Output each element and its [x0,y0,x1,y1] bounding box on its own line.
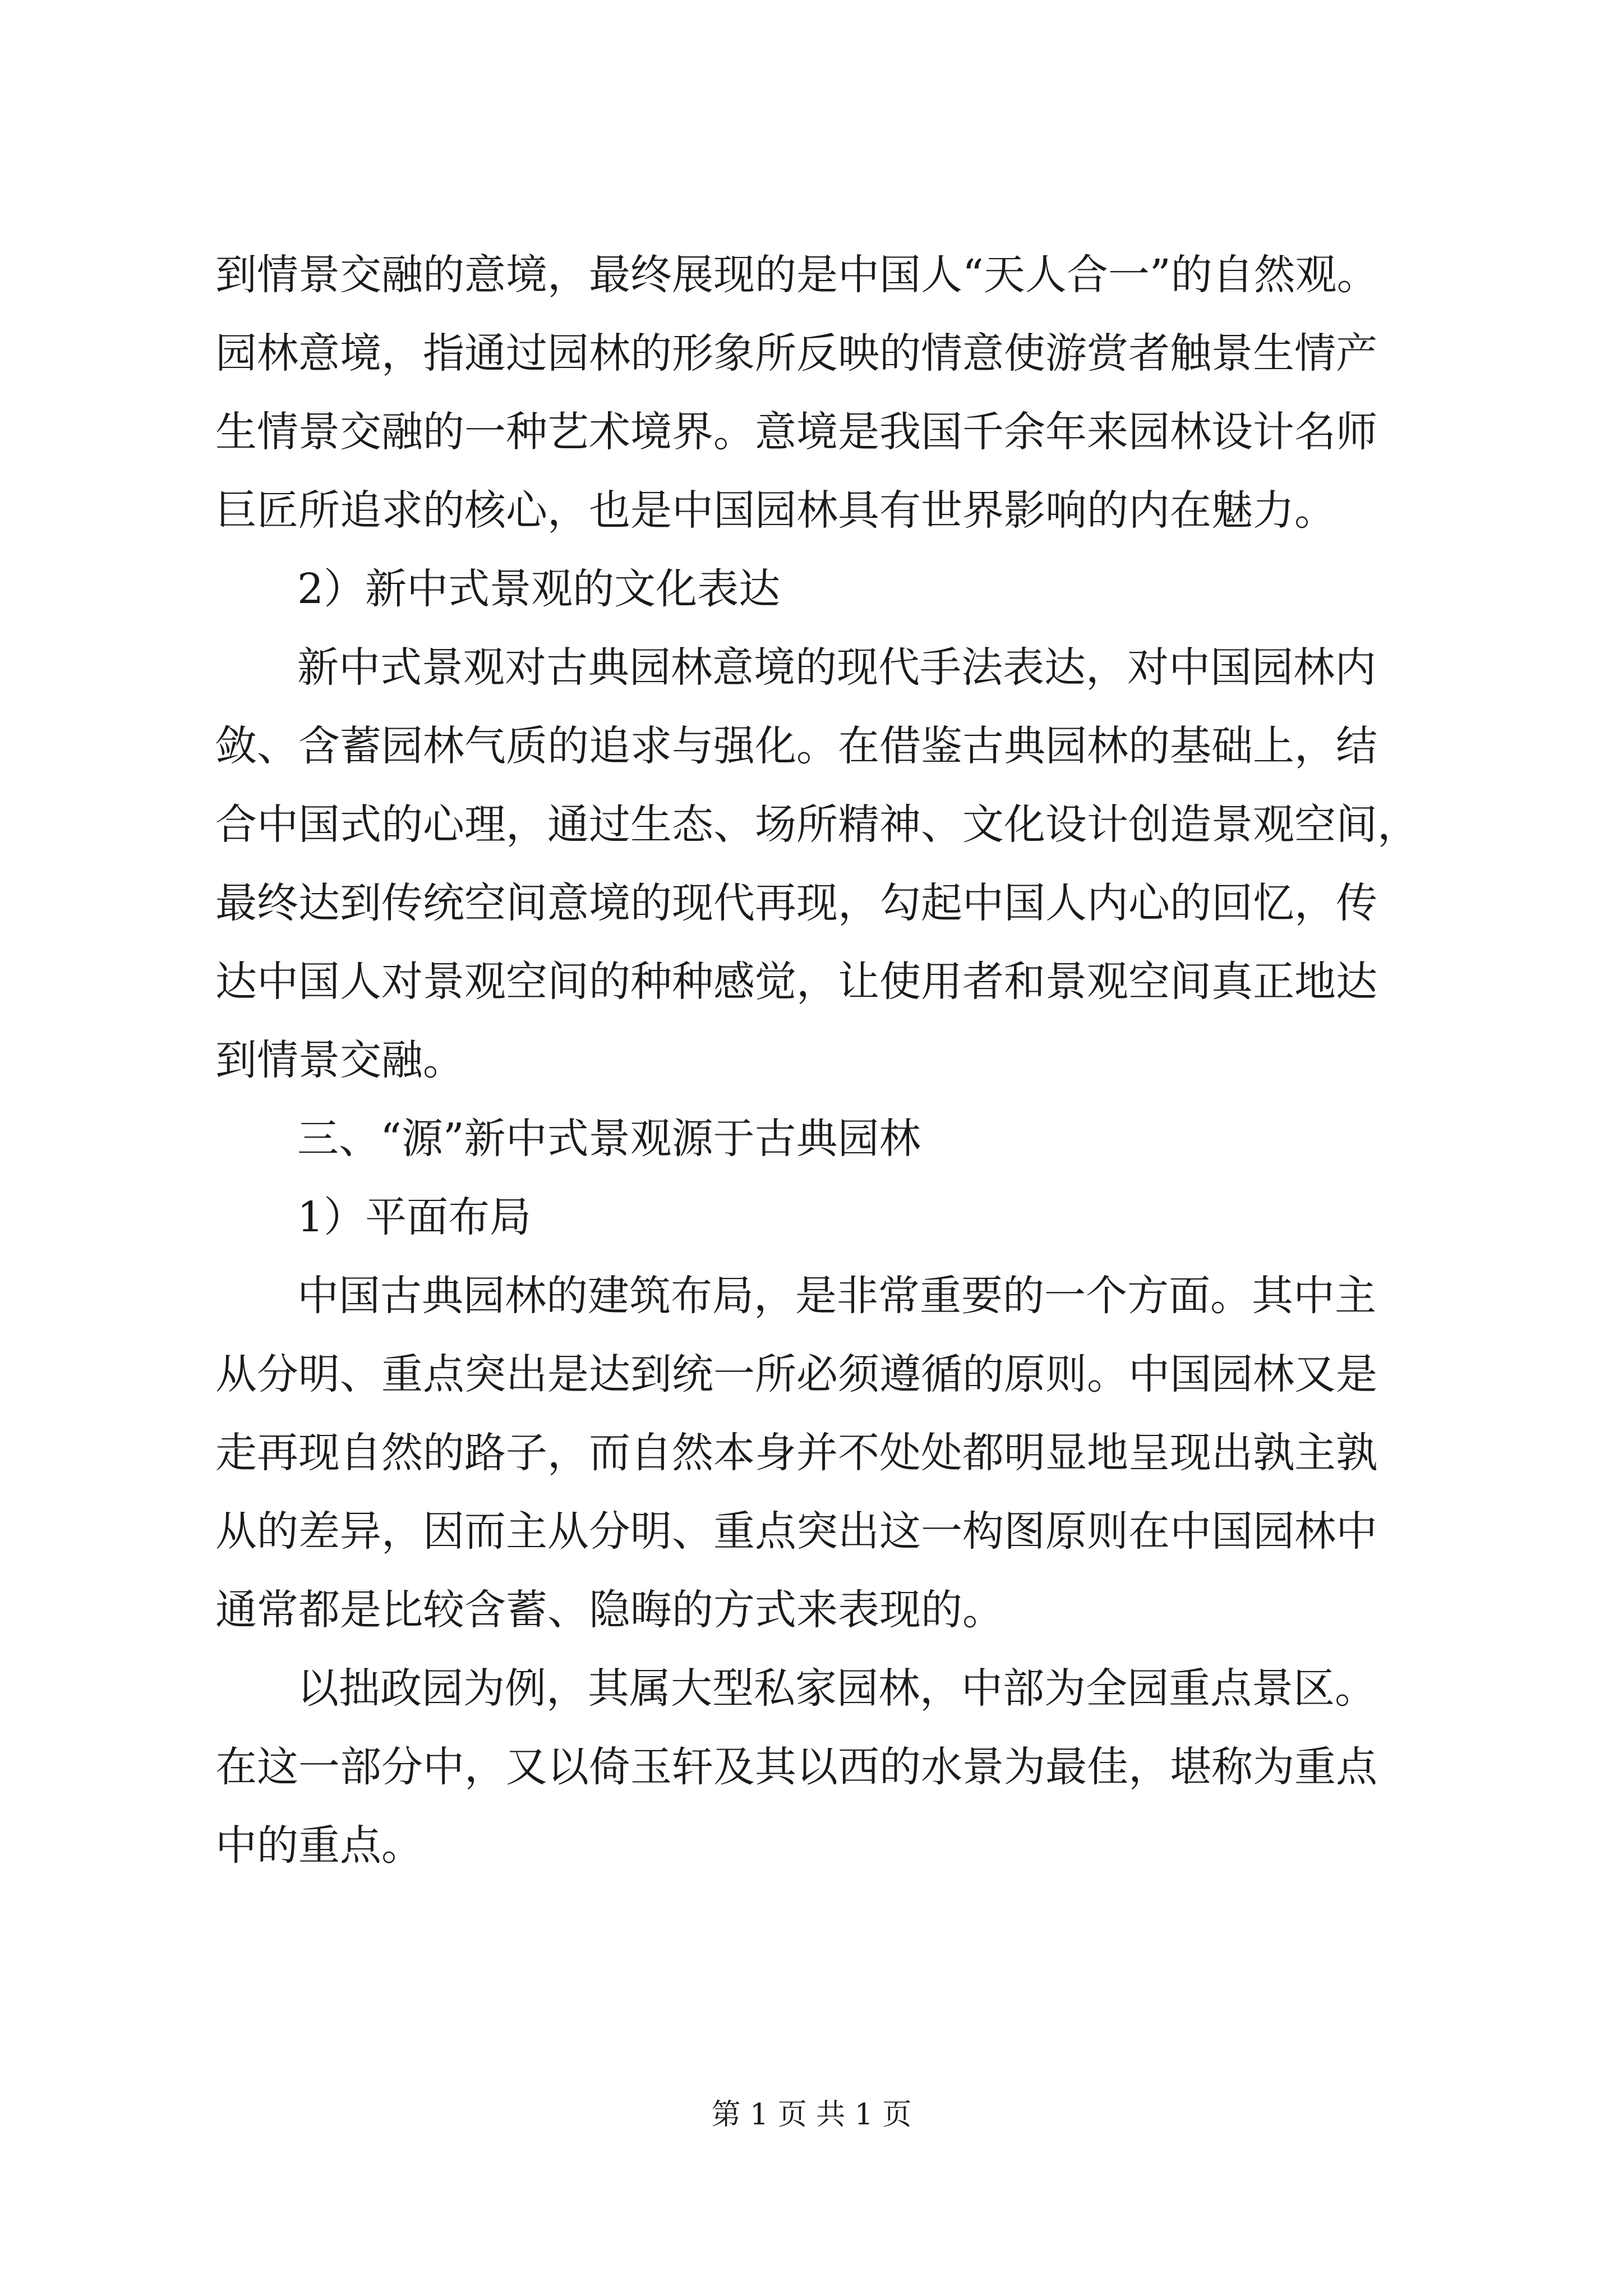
paragraph-line: 中国古典园林的建筑布局，是非常重要的一个方面。其中主 [297,1272,1376,1320]
paragraph-line: 巨匠所追求的核心，也是中国园林具有世界影响的内在魅力。 [215,486,1336,535]
paragraph-line: 到情景交融。 [215,1036,464,1084]
paragraph-line: 走再现自然的路子，而自然本身并不处处都明显地呈现出孰主孰 [215,1429,1377,1477]
paragraph-line: 到情景交融的意境，最终展现的是中国人“天人合一”的自然观。 [215,251,1378,299]
paragraph-line: 从的差异，因而主从分明、重点突出这一构图原则在中国园林中 [215,1507,1377,1556]
section-heading: 三、“源”新中式景观源于古典园林 [297,1115,921,1163]
page-footer [0,2095,1623,2134]
paragraph-line: 通常都是比较含蓄、隐晦的方式来表现的。 [215,1586,1004,1634]
paragraph-line: 中的重点。 [215,1821,423,1870]
paragraph-line: 以拙政园为例，其属大型私家园林，中部为全园重点景区。 [297,1664,1376,1713]
section-heading: 1）平面布局 [297,1193,532,1241]
paragraph-line: 新中式景观对古典园林意境的现代手法表达，对中国园林内 [297,643,1376,692]
paragraph-line: 生情景交融的一种艺术境界。意境是我国千余年来园林设计名师 [215,408,1377,456]
paragraph-line: 合中国式的心理，通过生态、场所精神、文化设计创造景观空间， [215,800,1419,849]
paragraph-line: 从分明、重点突出是达到统一所必须遵循的原则。中国园林又是 [215,1350,1377,1398]
paragraph-line: 园林意境，指通过园林的形象所反映的情意使游赏者触景生情产 [215,329,1377,378]
paragraph-line: 最终达到传统空间意境的现代再现，勾起中国人内心的回忆，传 [215,879,1377,927]
section-heading: 2）新中式景观的文化表达 [297,565,781,613]
paragraph-line: 达中国人对景观空间的种种感觉，让使用者和景观空间真正地达 [215,958,1377,1006]
body-text [215,236,1421,1885]
paragraph-line: 在这一部分中，又以倚玉轩及其以西的水景为最佳，堪称为重点 [215,1743,1377,1791]
page-number: 第 1 页 共 1 页 [711,2098,912,2132]
paragraph-line: 敛、含蓄园林气质的追求与强化。在借鉴古典园林的基础上，结 [215,722,1377,770]
